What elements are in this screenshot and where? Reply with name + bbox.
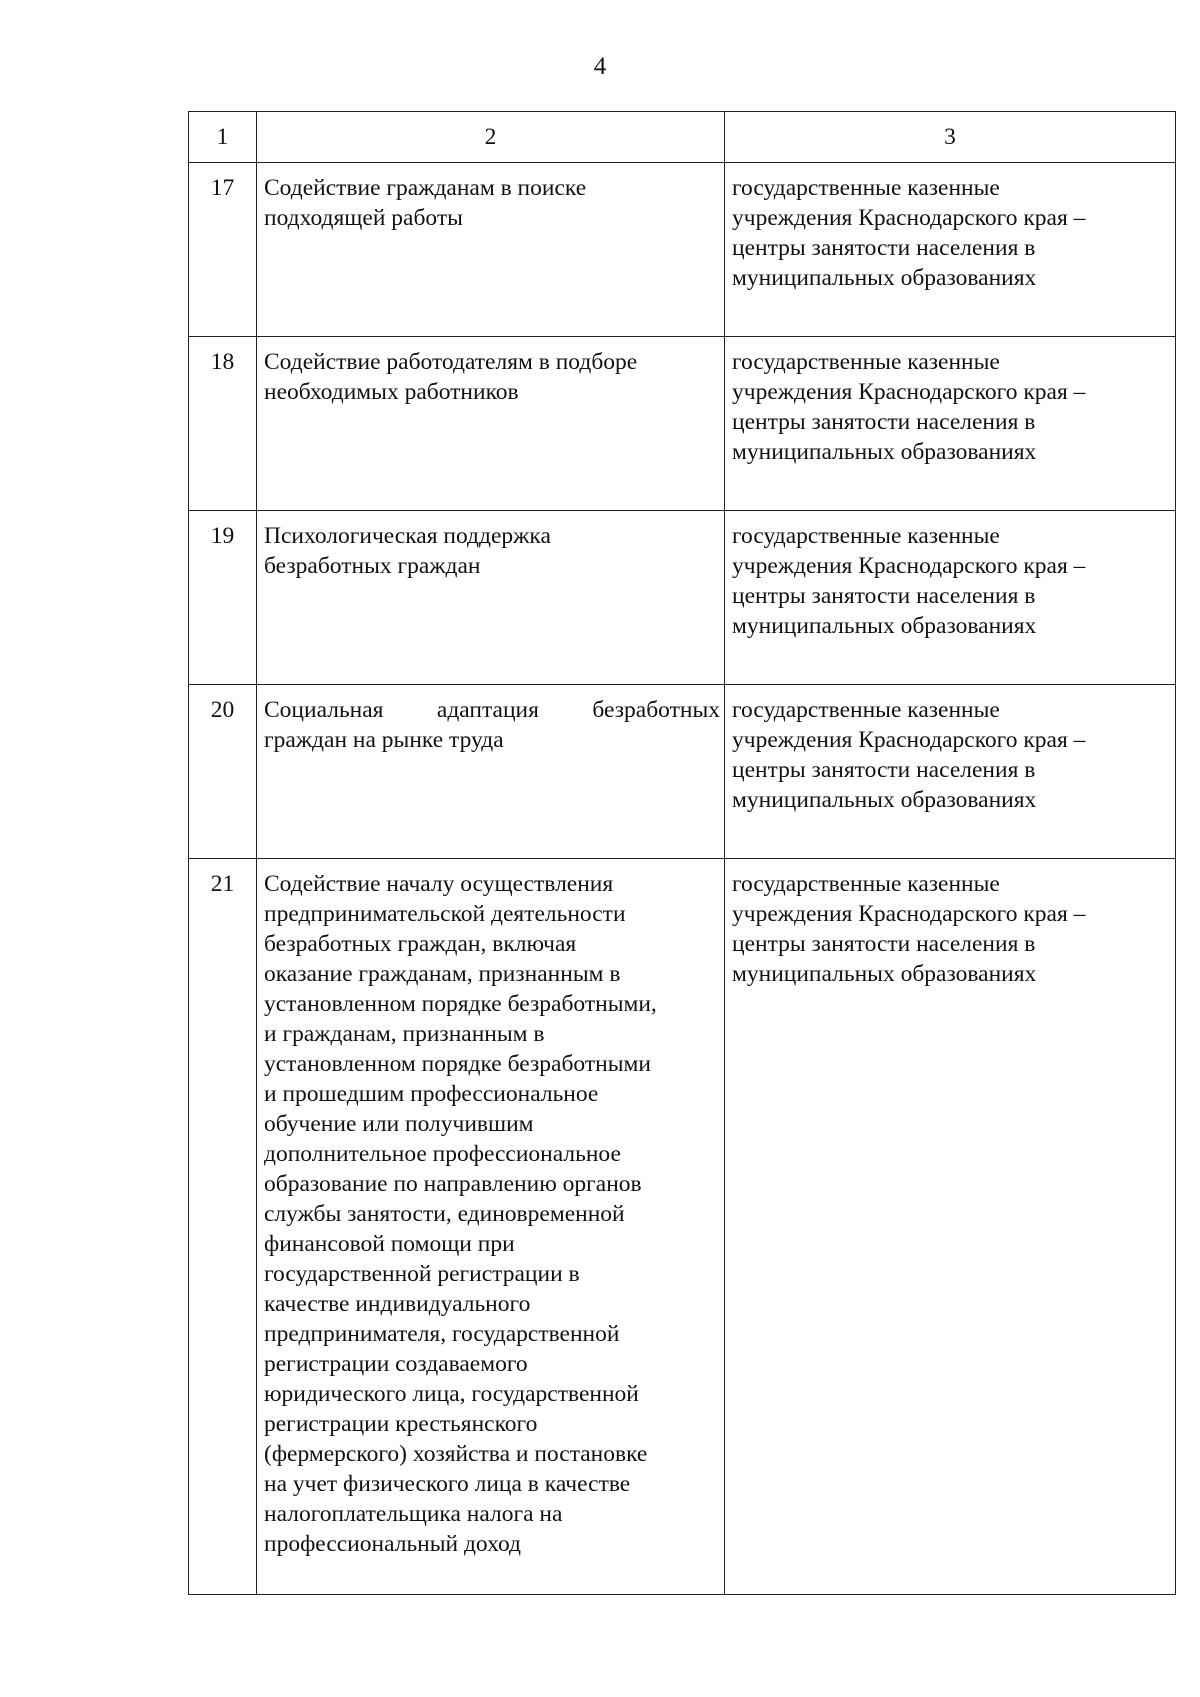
text-line: (фермерского) хозяйства и постановке (264, 1441, 648, 1467)
text-line: Социальная адаптация безработных (264, 697, 720, 723)
text-line: муниципальных образованиях (732, 265, 1037, 291)
text-line: муниципальных образованиях (732, 613, 1037, 639)
row-number: 21 (189, 859, 257, 1595)
responsible-organization (725, 685, 1176, 859)
text-line: учреждения Краснодарского края – (732, 379, 1086, 405)
text-line: государственные казенные (732, 871, 1000, 897)
text-line: подходящей работы (264, 205, 463, 231)
table-row (189, 163, 1176, 337)
text-line: дополнительное профессиональное (264, 1141, 621, 1167)
responsible-organization (725, 859, 1176, 1595)
text-line: финансовой помощи при (264, 1231, 515, 1257)
text-line: государственной регистрации в (264, 1261, 580, 1287)
table-header-row (189, 112, 1176, 163)
text-line: качестве индивидуального (264, 1291, 531, 1317)
text-line: Содействие работодателям в подборе (264, 349, 638, 375)
column-header-1: 1 (189, 112, 257, 163)
text-line: и прошедшим профессиональное (264, 1081, 599, 1107)
text-line: учреждения Краснодарского края – (732, 727, 1086, 753)
text-line: центры занятости населения в (732, 583, 1036, 609)
text-line: государственные казенные (732, 175, 1000, 201)
text-line: профессиональный доход (264, 1531, 521, 1557)
service-description (257, 685, 725, 859)
text-line: регистрации крестьянского (264, 1411, 538, 1437)
text-line: центры занятости населения в (732, 757, 1036, 783)
text-line: юридического лица, государственной (264, 1381, 639, 1407)
text-line: учреждения Краснодарского края – (732, 901, 1086, 927)
table-row (189, 685, 1176, 859)
row-number: 19 (189, 511, 257, 685)
text-line: безработных граждан, включая (264, 931, 577, 957)
text-line: муниципальных образованиях (732, 787, 1037, 813)
column-header-2: 2 (257, 112, 725, 163)
service-description (257, 859, 725, 1595)
text-line: учреждения Краснодарского края – (732, 205, 1086, 231)
text-line: учреждения Краснодарского края – (732, 553, 1086, 579)
column-header-3: 3 (725, 112, 1176, 163)
row-number: 17 (189, 163, 257, 337)
service-description (257, 337, 725, 511)
table-row (189, 511, 1176, 685)
text-line: обучение или получившим (264, 1111, 534, 1137)
text-line: граждан на рынке труда (264, 727, 504, 753)
text-line: и гражданам, признанным в (264, 1021, 545, 1047)
text-line: государственные казенные (732, 697, 1000, 723)
service-description (257, 511, 725, 685)
text-line: установленном порядке безработными, (264, 991, 657, 1017)
row-number: 20 (189, 685, 257, 859)
text-line: службы занятости, единовременной (264, 1201, 625, 1227)
table-row (189, 859, 1176, 1595)
text-line: на учет физического лица в качестве (264, 1471, 631, 1497)
text-line: муниципальных образованиях (732, 961, 1037, 987)
text-line: предпринимателя, государственной (264, 1321, 620, 1347)
text-line: оказание гражданам, признанным в (264, 961, 621, 987)
responsible-organization (725, 163, 1176, 337)
text-line: предпринимательской деятельности (264, 901, 626, 927)
text-line: центры занятости населения в (732, 409, 1036, 435)
row-number: 18 (189, 337, 257, 511)
text-line: Содействие гражданам в поиске (264, 175, 587, 201)
text-line: безработных граждан (264, 553, 481, 579)
text-line: образование по направлению органов (264, 1171, 642, 1197)
text-line: необходимых работников (264, 379, 519, 405)
service-description (257, 163, 725, 337)
page-number: 4 (593, 53, 607, 80)
text-line: центры занятости населения в (732, 235, 1036, 261)
text-line: центры занятости населения в (732, 931, 1036, 957)
text-line: муниципальных образованиях (732, 439, 1037, 465)
text-line: регистрации создаваемого (264, 1351, 528, 1377)
text-line: Содействие началу осуществления (264, 871, 614, 897)
text-line: установленном порядке безработными (264, 1051, 651, 1077)
text-line: государственные казенные (732, 523, 1000, 549)
text-line: Психологическая поддержка (264, 523, 551, 549)
text-line: налогоплательщика налога на (264, 1501, 563, 1527)
responsible-organization (725, 511, 1176, 685)
table-row (189, 337, 1176, 511)
responsible-organization (725, 337, 1176, 511)
services-table (188, 111, 1176, 1595)
text-line: государственные казенные (732, 349, 1000, 375)
